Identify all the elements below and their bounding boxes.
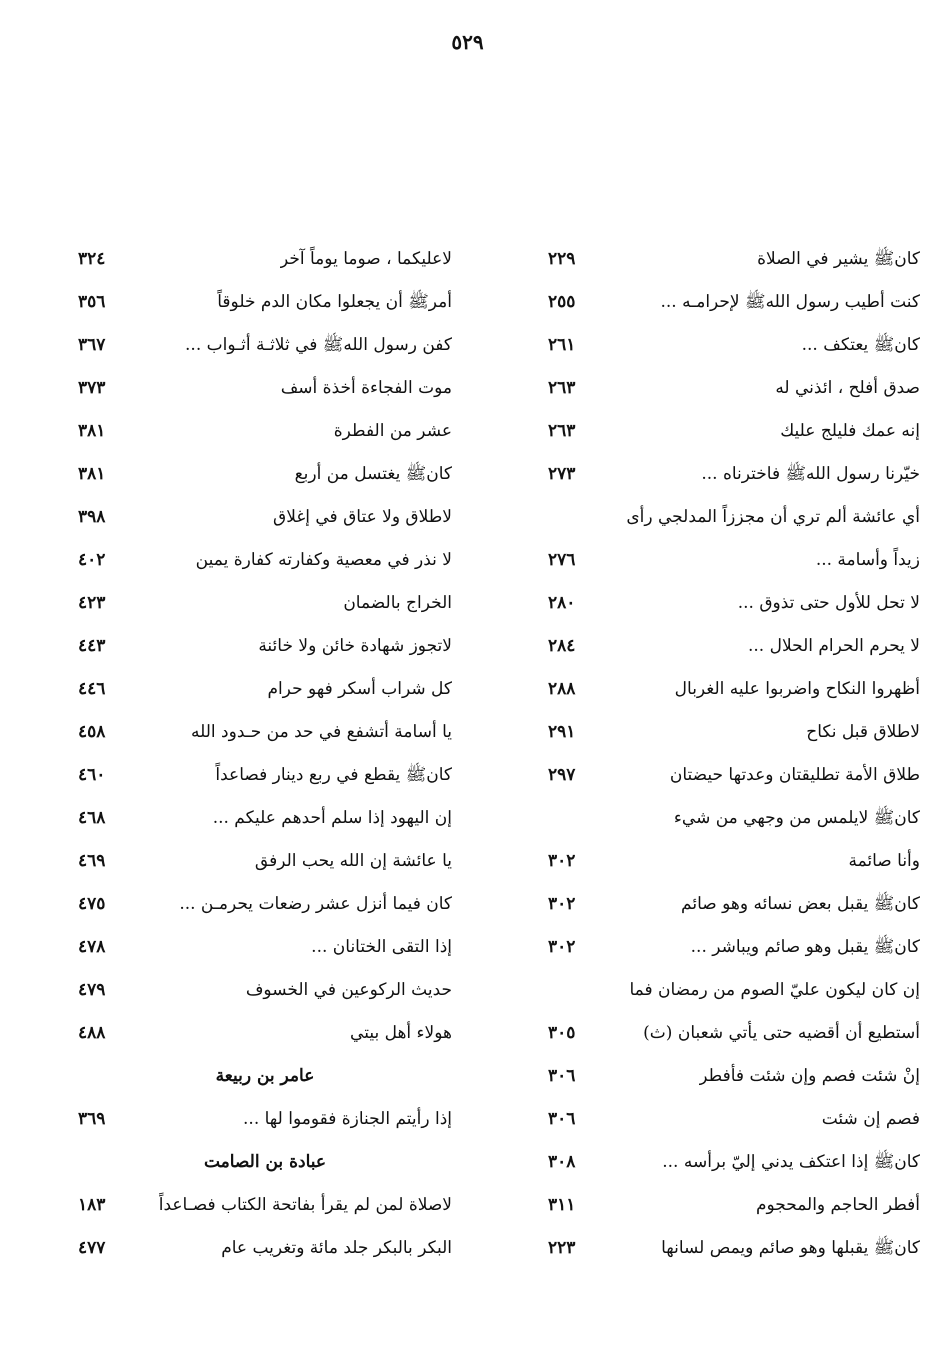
- page-reference: ١٨٣: [78, 1195, 106, 1215]
- narrator-heading: عامر بن ربيعة: [215, 1066, 315, 1086]
- hadith-text: إن كان ليكون عليّ الصوم من رمضان فما: [629, 980, 920, 1000]
- index-entry: [548, 539, 920, 582]
- page-reference: ٤٨٨: [78, 1023, 106, 1043]
- page-reference: ٤٦٩: [78, 851, 106, 871]
- hadith-text: كفن رسول اللهﷺ في ثلاثـة أثـواب ...: [185, 335, 452, 355]
- hadith-text: أي عائشة ألم تري أن مجززاً المدلجي رأى: [626, 507, 920, 527]
- index-entry: [548, 840, 920, 883]
- hadith-text: لاطلاق ولا عتاق في إغلاق: [273, 507, 452, 527]
- index-entry: [548, 1012, 920, 1055]
- hadith-text: الخراج بالضمان: [343, 593, 452, 613]
- hadith-text: أفطر الحاجم والمحجوم: [755, 1195, 920, 1215]
- hadith-text: خيّرنا رسول اللهﷺ فاخترناه ...: [701, 464, 920, 484]
- hadith-text: زيداً وأسامة ...: [815, 550, 920, 570]
- index-entry: [78, 238, 452, 281]
- hadith-text: لا تحل للأول حتى تذوق ...: [737, 593, 920, 613]
- index-entry: [78, 1012, 452, 1055]
- hadith-text: كانﷺ يقبلها وهو صائم ويمص لسانها: [661, 1238, 920, 1258]
- page-reference: ٤٥٨: [78, 722, 106, 742]
- hadith-text: أمرﷺ أن يجعلوا مكان الدم خلوقاً: [217, 292, 452, 312]
- index-column-right: [548, 238, 920, 1270]
- page-reference: ٣٦٧: [78, 335, 106, 355]
- page-reference: ٣٢٤: [78, 249, 106, 269]
- index-entry: [78, 324, 452, 367]
- index-entry: [78, 840, 452, 883]
- index-column-left: [78, 238, 452, 1270]
- page-reference: ٣٠٢: [548, 937, 576, 957]
- hadith-text: كانﷺ يغتسل من أربع: [294, 464, 452, 484]
- page-reference: ٤٤٣: [78, 636, 106, 656]
- index-entry: [548, 1141, 920, 1184]
- index-entry: [548, 238, 920, 281]
- index-entry: [78, 367, 452, 410]
- index-entry: [78, 1184, 452, 1227]
- index-entry: [78, 754, 452, 797]
- index-entry: [78, 582, 452, 625]
- page-reference: ٢٢٩: [548, 249, 576, 269]
- hadith-text: كانﷺ يعتكف ...: [801, 335, 920, 355]
- hadith-text: لاتجوز شهادة خائن ولا خائنة: [258, 636, 452, 656]
- index-entry: [548, 797, 920, 840]
- page-reference: ٤٧٨: [78, 937, 106, 957]
- index-entry: [78, 969, 452, 1012]
- hadith-text: كانﷺ لايلمس من وجهي من شيء: [673, 808, 920, 828]
- hadith-text: كل شراب أسكر فهو حرام: [267, 679, 452, 699]
- hadith-text: يا أسامة أتشفع في حد من حـدود الله: [191, 722, 452, 742]
- page-reference: ٢٩١: [548, 722, 576, 742]
- page-reference: ٣١١: [548, 1195, 576, 1215]
- hadith-text: أستطيع أن أقضيه حتى يأتي شعبان (ث): [643, 1023, 920, 1043]
- hadith-text: إذا التقى الختانان ...: [311, 937, 452, 957]
- hadith-text: كنت أطيب رسول اللهﷺ لإحرامـه ...: [660, 292, 920, 312]
- index-entry: [548, 883, 920, 926]
- index-entry: [78, 668, 452, 711]
- index-entry: [78, 797, 452, 840]
- index-entry: [548, 410, 920, 453]
- index-entry: [78, 281, 452, 324]
- page-reference: ٣٨١: [78, 464, 106, 484]
- index-entry: [548, 367, 920, 410]
- page-reference: ٢٨٠: [548, 593, 576, 613]
- page-reference: ٢٧٦: [548, 550, 576, 570]
- page-reference: ٤٦٠: [78, 765, 106, 785]
- index-entry: [548, 1055, 920, 1098]
- index-entry: [78, 453, 452, 496]
- hadith-text: كانﷺ يقطع في ربع دينار فصاعداً: [215, 765, 452, 785]
- index-entry: [78, 883, 452, 926]
- hadith-text: البكر بالبكر جلد مائة وتغريب عام: [221, 1238, 452, 1258]
- hadith-text: فصم إن شئت: [821, 1109, 920, 1129]
- index-entry: [78, 1227, 452, 1270]
- hadith-text: يا عائشة إن الله يحب الرفق: [254, 851, 452, 871]
- index-entry: [548, 281, 920, 324]
- page-reference: ٤٤٦: [78, 679, 106, 699]
- hadith-text: كانﷺ إذا اعتكف يدني إليّ برأسه ...: [662, 1152, 920, 1172]
- page-reference: ٢٢٣: [548, 1238, 576, 1258]
- hadith-text: طلاق الأمة تطليقتان وعدتها حيضتان: [669, 765, 920, 785]
- index-entry: [78, 1098, 452, 1141]
- page-reference: ٤٧٩: [78, 980, 106, 1000]
- page-reference: ٣٧٣: [78, 378, 106, 398]
- page-reference: ٣٠٢: [548, 894, 576, 914]
- page-reference: ٣٠٢: [548, 851, 576, 871]
- hadith-text: عشر من الفطرة: [333, 421, 452, 441]
- page-reference: ٢٥٥: [548, 292, 576, 312]
- index-entry: [548, 926, 920, 969]
- index-entry: [78, 625, 452, 668]
- hadith-text: حديث الركوعين في الخسوف: [245, 980, 452, 1000]
- page-reference: ٢٨٤: [548, 636, 576, 656]
- hadith-text: إنْ شئت فصم وإن شئت فأفطر: [699, 1066, 920, 1086]
- index-entry: [548, 582, 920, 625]
- page-reference: ٣٨١: [78, 421, 106, 441]
- page-reference: ٤٦٨: [78, 808, 106, 828]
- index-entry: [548, 1184, 920, 1227]
- index-entry: [548, 324, 920, 367]
- index-entry: [548, 668, 920, 711]
- index-entry: [548, 754, 920, 797]
- hadith-text: لاطلاق قبل نكاح: [806, 722, 920, 742]
- index-entry: [548, 1227, 920, 1270]
- index-entry: [548, 1098, 920, 1141]
- index-entry: [78, 410, 452, 453]
- page-reference: ٢٨٨: [548, 679, 576, 699]
- index-entry: [548, 453, 920, 496]
- page-reference: ٢٦٣: [548, 421, 576, 441]
- hadith-text: كانﷺ يشير في الصلاة: [757, 249, 920, 269]
- hadith-text: وأنا صائمة: [848, 851, 920, 871]
- index-entry: [548, 625, 920, 668]
- hadith-text: هولاء أهل بيتي: [350, 1023, 452, 1043]
- page-reference: ٢٩٧: [548, 765, 576, 785]
- page-number: ٥٢٩: [451, 30, 484, 54]
- hadith-text: إن اليهود إذا سلم أحدهم عليكم ...: [212, 808, 452, 828]
- index-entry: [78, 496, 452, 539]
- index-entry: [78, 711, 452, 754]
- hadith-text: صدق أفلح ، ائذني له: [775, 378, 920, 398]
- index-entry: [548, 969, 920, 1012]
- hadith-text: لا نذر في معصية وكفارته كفارة يمين: [195, 550, 452, 570]
- index-entry: [548, 711, 920, 754]
- page-reference: ٣٠٦: [548, 1066, 576, 1086]
- hadith-text: كانﷺ يقبل وهو صائم ويباشر ...: [690, 937, 920, 957]
- hadith-text: أظهروا النكاح واضربوا عليه الغربال: [674, 679, 920, 699]
- index-entry: [78, 926, 452, 969]
- page-reference: ٤٠٢: [78, 550, 106, 570]
- index-entry: [548, 496, 920, 539]
- page-reference: ٤٢٣: [78, 593, 106, 613]
- page-reference: ٣٠٨: [548, 1152, 576, 1172]
- hadith-text: لاصلاة لمن لم يقرأ بفاتحة الكتاب فصـاعداً: [158, 1195, 452, 1215]
- hadith-text: موت الفجاءة أخذة أسف: [280, 378, 452, 398]
- hadith-text: إذا رأيتم الجنازة فقوموا لها ...: [243, 1109, 452, 1129]
- hadith-text: لا يحرم الحرام الحلال ...: [747, 636, 920, 656]
- page-reference: ٢٧٣: [548, 464, 576, 484]
- hadith-text: كان فيما أنزل عشر رضعات يحرمـن ...: [179, 894, 452, 914]
- hadith-text: كانﷺ يقبل بعض نسائه وهو صائم: [681, 894, 920, 914]
- hadith-text: إنه عمك فليلج عليك: [780, 421, 920, 441]
- hadith-text: لاعليكما ، صوما يوماً آخر: [279, 249, 452, 269]
- page-reference: ٣٥٦: [78, 292, 106, 312]
- page-reference: ٤٧٧: [78, 1238, 106, 1258]
- page-reference: ٣٦٩: [78, 1109, 106, 1129]
- page-reference: ٤٧٥: [78, 894, 106, 914]
- page-reference: ٢٦١: [548, 335, 576, 355]
- index-entry: [78, 539, 452, 582]
- narrator-heading: عبادة بن الصامت: [203, 1152, 327, 1172]
- page-reference: ٢٦٣: [548, 378, 576, 398]
- page-reference: ٣٩٨: [78, 507, 106, 527]
- page-reference: ٣٠٦: [548, 1109, 576, 1129]
- page-reference: ٣٠٥: [548, 1023, 576, 1043]
